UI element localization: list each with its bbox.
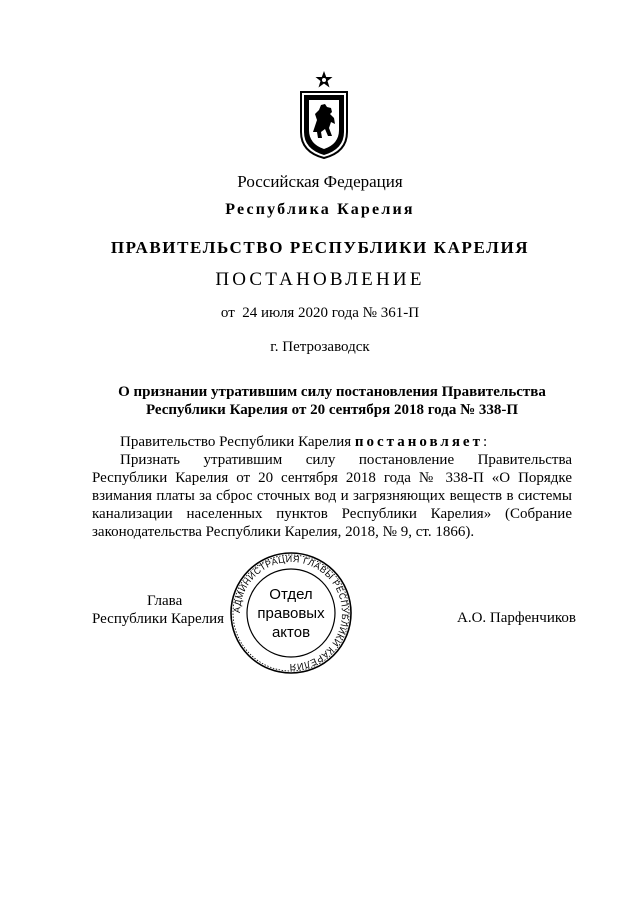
government-name: ПРАВИТЕЛЬСТВО РЕСПУБЛИКИ КАРЕЛИЯ	[110, 238, 530, 257]
intro-text: Правительство Республики Карелия	[120, 434, 352, 450]
body-line: законодательства Республики Карелия, 2018, № 9, ст. 1866).	[92, 524, 475, 540]
signatory-org: Республики Карелия	[92, 611, 225, 627]
signatory-title	[92, 592, 224, 628]
stamp-ring-text: АДМИНИСТРАЦИЯ ГЛАВЫ РЕСПУБЛИКИ КАРЕЛИЯ	[231, 553, 351, 673]
document-title	[92, 383, 572, 419]
official-stamp	[228, 550, 354, 676]
stamp-line: актов	[271, 624, 311, 641]
document-city: г. Петрозаводск	[270, 339, 370, 355]
title-line: Республики Карелия от 20 сентября 2018 года № 338-П	[145, 402, 519, 418]
intro-action: постановляет	[354, 434, 483, 450]
body-intro	[92, 433, 572, 451]
title-line: О признании утратившим силу постановления Правительства	[118, 384, 546, 400]
signatory-name: А.О. Парфенчиков	[457, 610, 576, 626]
stamp-line: Отдел	[269, 586, 313, 603]
document-type: ПОСТАНОВЛЕНИЕ	[215, 269, 425, 290]
republic-name: Республика Карелия	[225, 201, 415, 218]
signatory-role: Глава	[147, 593, 183, 609]
document-body	[92, 433, 572, 541]
document-date-number: от 24 июля 2020 года № 361-П	[220, 305, 420, 321]
body-line: взимания платы за сброс сточных вод и загрязняющих веществ в системы	[92, 488, 572, 504]
country-name: Российская Федерация	[237, 172, 403, 191]
stamp-line: правовых	[257, 605, 325, 622]
intro-end: :	[482, 434, 488, 450]
body-line: Республики Карелия от 20 сентября 2018 года № 338-П «О Порядке	[92, 470, 572, 486]
body-line: канализации населенных пунктов Республики Карелия» (Собрание	[92, 506, 572, 522]
body-line: Признать утратившим силу постановление Правительства	[120, 452, 572, 468]
karelia-coat-of-arms-icon	[297, 70, 351, 160]
